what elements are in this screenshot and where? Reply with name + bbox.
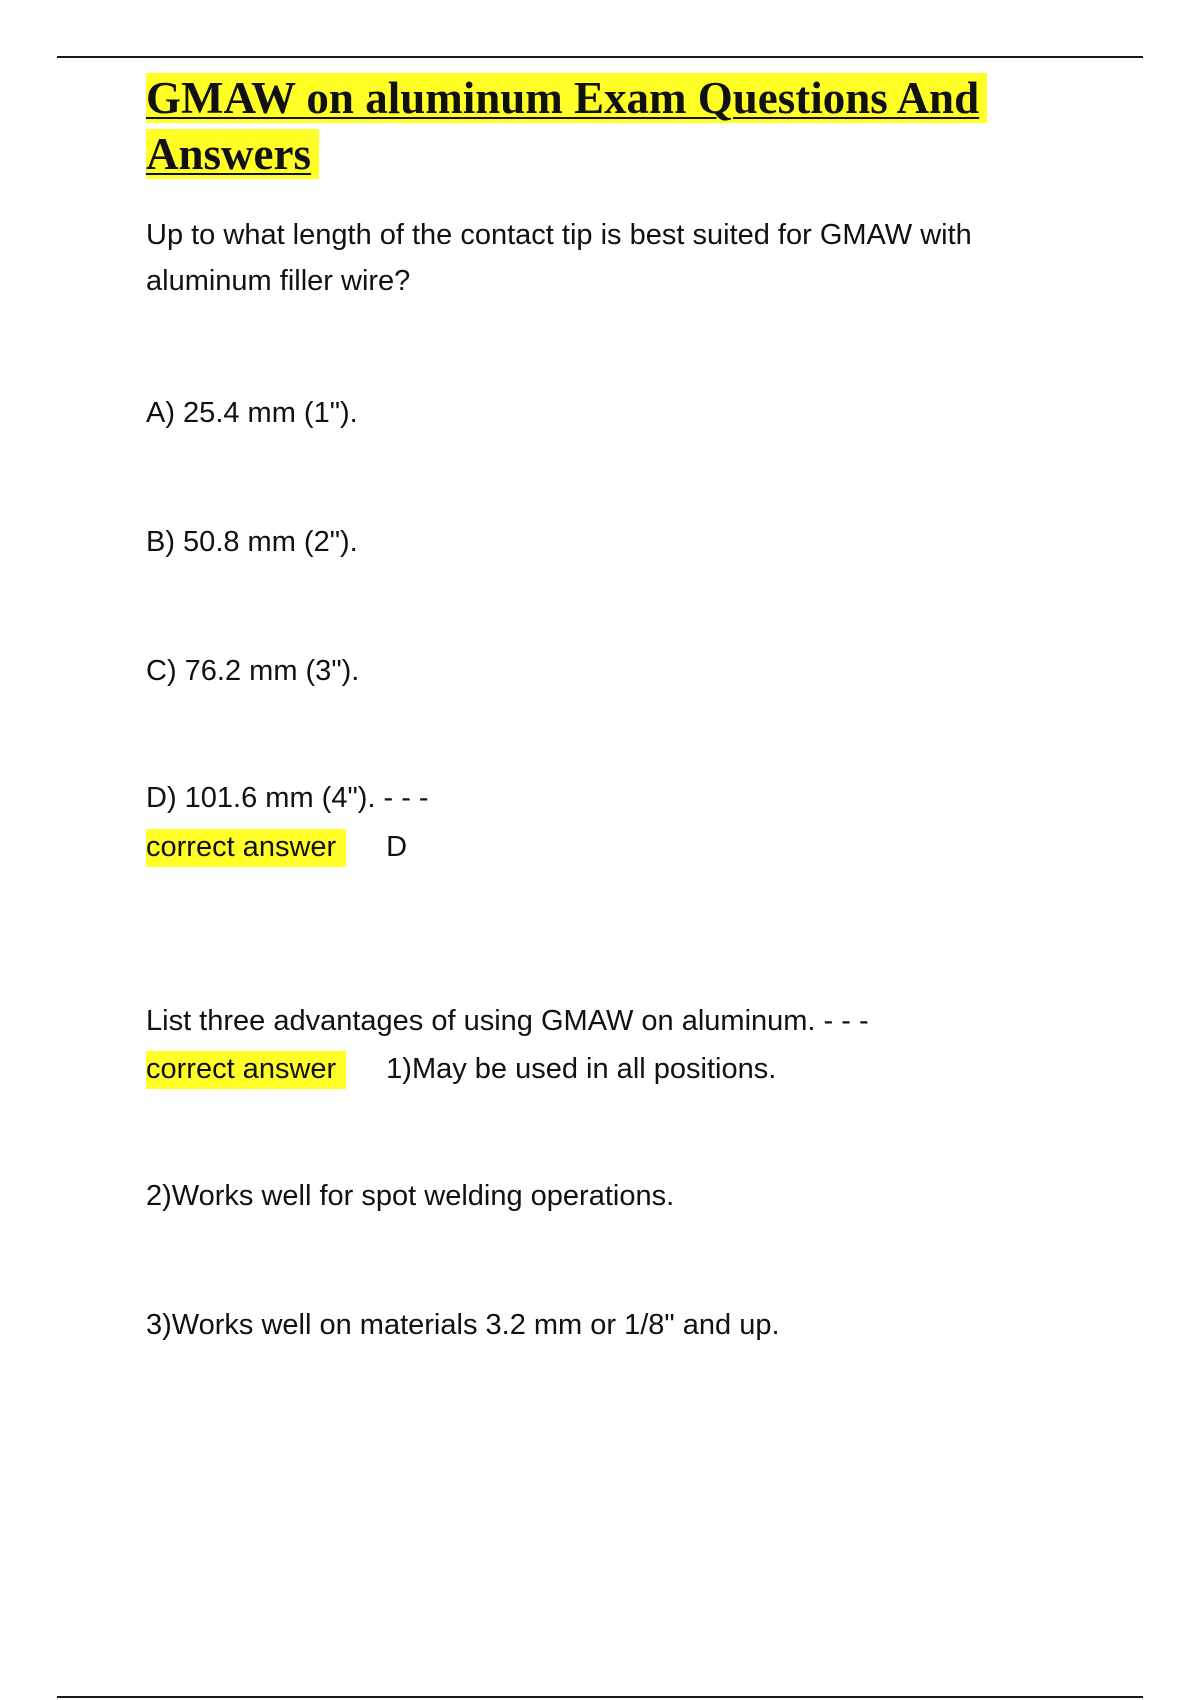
answer-2-item-2: 2)Works well for spot welding operations. [146,1180,675,1212]
answer-1-row [146,824,407,870]
question-1: Up to what length of the contact tip is best suited for GMAW with aluminum filler wire? [146,219,972,297]
answer-2-item-1: 1)May be used in all positions. [386,1053,777,1085]
document-title-text: GMAW on aluminum Exam Questions And Answers [146,73,987,179]
answer-2-label: correct answer [146,1051,346,1089]
bottom-rule [57,1696,1143,1698]
document-title [146,70,1076,182]
option-a: A) 25.4 mm (1"). [146,397,358,429]
answer-2-item-3: 3)Works well on materials 3.2 mm or 1/8" and up. [146,1309,780,1341]
option-c: C) 76.2 mm (3"). [146,655,360,687]
option-d: D) 101.6 mm (4"). - - - [146,782,429,814]
top-rule [57,56,1143,58]
answer-2-row [146,1046,776,1092]
option-b: B) 50.8 mm (2"). [146,526,358,558]
document-body [146,70,1076,1341]
answer-1-label: correct answer [146,829,346,867]
question-2: List three advantages of using GMAW on aluminum. - - - [146,1005,869,1037]
answer-1-value: D [386,831,408,863]
